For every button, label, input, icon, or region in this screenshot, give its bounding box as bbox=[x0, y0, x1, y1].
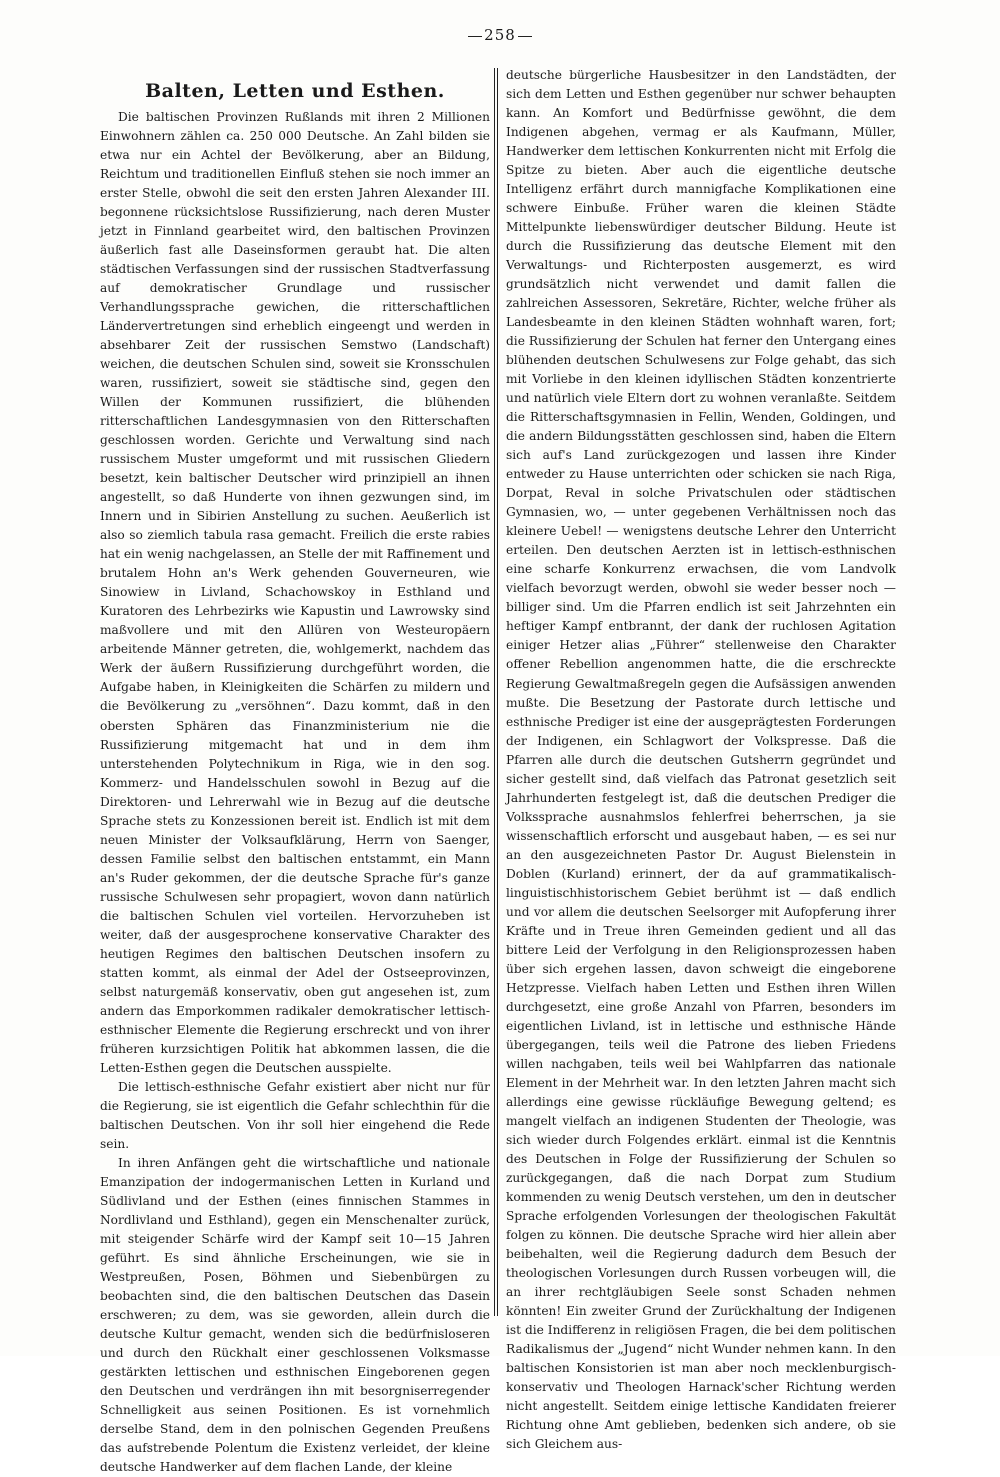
page-number-dash-right bbox=[518, 36, 532, 37]
article-title: Balten, Letten und Esthen. bbox=[145, 80, 445, 102]
column-rule bbox=[494, 68, 495, 1316]
paragraph-1: Die baltischen Provinzen Rußlands mit ihren 2 Millionen Einwohnern zählen ca. 250 000 Deutsche. An Zahl bilden sie etwa nur ein Achtel der Bevölkerung, aber an Bildung, Reichtum und traditionellen Einfluß stehen sie noch immer an erster Stelle, obwohl die seit den ersten Jahren Alexander III. begonnene rücksichtslose Russifizierung, nach deren Muster jetzt in Finnland gearbeitet wird, den baltischen Provinzen äußerlich fast alle Daseinsformen geraubt hat. Die alten städtischen Verfassungen sind der russischen Stadtverfassung auf demokratischer Grundlage und russischer Verhandlungssprache gewichen, die ritterschaftlichen Ländervertretungen sind erheblich eingeengt und werden in absehbarer Zeit der russischen Semstwo (Landschaft) weichen, die deutschen Schulen sind, soweit sie Kronsschulen waren, russifiziert, soweit sie städtische sind, gegen den Willen der Kommunen russifiziert, die blühenden ritterschaftlichen Landesgymnasien von den Ritterschaften geschlossen worden. Gerichte und Verwaltung sind nach russischem Muster umgeformt und mit russischen Gliedern besetzt, kein baltischer Deutscher wird prinzipiell an ihnen angestellt, so daß Hunderte von ihnen gezwungen sind, im Innern und in Sibirien Anstellung zu suchen. Aeußerlich ist also so ziemlich tabula rasa gemacht. Freilich die erste rabies hat ein wenig nachgelassen, an Stelle der mit Raffinement und brutalem Hohn an's Werk gehenden Gouverneuren, wie Sinowiew in Livland, Schachowskoy in Esthland und Kuratoren des Lehrbezirks wie Kapustin und Lawrowsky sind maßvollere und mit den Allüren von Westeuropäern arbeitende Männer getreten, die, wohlgemerkt, nachdem das Werk der äußern Russifizierung durchgeführt worden, die Aufgabe haben, in Kleinigkeiten die Schärfen zu mildern und die Bevölkerung zu „versöhnen“. Dazu kommt, daß in den obersten Sphären das Finanzministerium nie die Russifizierung mitgemacht hat und in dem ihm unterstehenden Polytechnikum in Riga, wie in den sog. Kommerz- und Handelsschulen sowohl in Bezug auf die Direktoren- und Lehrerwahl wie in Bezug auf die deutsche Sprache stets zu Konzessionen bereit ist. Endlich ist mit dem neuen Minister der Volksaufklärung, Herrn von Saenger, dessen Familie selbst den baltischen entstammt, ein Mann an's Ruder gekommen, der die deutsche Sprache für's ganze russische Schulwesen sehr propagiert, wovon dann natürlich die baltischen Schulen viel vorteilen. Hervorzuheben ist weiter, daß der ausgesprochene konservative Charakter des heutigen Regimes den baltischen Deutschen insofern zu statten kommt, als einmal der Adel der Ostseeprovinzen, selbst naturgemäß konservativ, oben gut angesehen ist, zum andern das Emporkommen radikaler demokratischer lettisch-esthnischer Elemente die Regierung erschreckt und von ihrer früheren kurzsichtigen Politik hat abkommen lassen, die die Letten-Esthen gegen die Deutschen ausspielte. bbox=[100, 110, 490, 1075]
page-number-text: 258 bbox=[484, 26, 516, 44]
paragraph-3-continued: deutsche bürgerliche Hausbesitzer in den Landstädten, der sich dem Letten und Esthen gegenüber nur schwer behaupten kann. An Komfort und Bedürfnisse gewöhnt, die dem Indigenen abgehen, vermag er als Kaufmann, Müller, Handwerker dem lettischen Konkurrenten nicht mit Erfolg die Spitze zu bieten. Aber auch die eigentliche deutsche Intelligenz erfährt durch mannigfache Komplikationen eine schwere Einbuße. Früher waren die kleinen Städte Mittelpunkte liebenswürdiger deutscher Bildung. Heute ist durch die Russifizierung das deutsche Element mit den Verwaltungs- und Richterposten ausgemerzt, es wird grundsätzlich nicht verwendet und damit fallen die zahlreichen Assessoren, Sekretäre, Richter, welche früher als Landesbeamte in den kleinen Städten wohnhaft waren, fort; die Russifizierung der Schulen hat ferner den Untergang eines blühenden deutschen Schulwesens zur Folge gehabt, das sich mit Vorliebe in den kleinen idyllischen Städten konzentrierte und natürlich viele Eltern dort zu wohnen veranlaßte. Seitdem die Ritterschaftsgymnasien in Fellin, Wenden, Goldingen, und die andern Bildungsstätten geschlossen sind, haben die Eltern sich auf's Land zurückgezogen und lassen ihre Kinder entweder zu Hause unterrichten oder schicken sie nach Riga, Dorpat, Reval in solche Privatschulen oder städtischen Gymnasien, wo, — unter gegebenen Verhältnissen noch das kleinere Uebel! — wenigstens deutsche Lehrer den Unterricht erteilen. Den deutschen Aerzten ist in lettisch-esthnischen eine scharfe Konkurrenz erwachsen, die vom Landvolk vielfach bevorzugt werden, obwohl sie weder besser noch — billiger sind. Um die Pfarren endlich ist seit Jahrzehnten ein heftiger Kampf entbrannt, der dank der ruchlosen Agitation einiger Hetzer alias „Führer“ stellenweise den Charakter offener Rebellion angenommen hatte, die die erschreckte Regierung Gewaltmaßregeln gegen die Aufsässigen anwenden mußte. Die Besetzung der Pastorate durch lettische und esthnische Prediger ist eine der ausgeprägtesten Forderungen der Indigenen, ein Schlagwort der Volkspresse. Daß die Pfarren alle durch die deutschen Gutsherrn gegründet und sicher gestellt sind, daß vielfach das Patronat gesetzlich seit Jahrhunderten festgelegt ist, daß die deutschen Prediger die Volkssprache ausnahmslos fehlerfrei beherrschen, ja sie wissenschaftlich erforscht und ausgebaut haben, — es sei nur an den ausgezeichneten Pastor Dr. August Bielenstein in Doblen (Kurland) erinnert, der da auf grammatikalisch-linguistischhistorischem Gebiet berühmt ist — daß endlich und vor allem die deutschen Seelsorger mit Aufopferung ihrer Kräfte und in Treue ihren Gemeinden gedient und all das bittere Leid der Verfolgung in den Religionsprozessen haben über sich ergehen lassen, davon schweigt die eingeborene Hetzpresse. Vielfach haben Letten und Esthen ihren Willen durchgesetzt, eine große Anzahl von Pfarren, besonders im eigentlichen Livland, ist in lettische und esthnische Hände übergegangen, teils weil die Patrone des lieben Friedens willen nachgaben, teils weil bei Wahlpfarren das nationale Element in der Mehrheit war. In den letzten Jahren macht sich allerdings eine gewisse rückläufige Bewegung geltend; es mangelt vielfach an indigenen Studenten der Theologie, was sich wieder durch Folgendes erklärt. einmal ist die Kenntnis des Deutschen in Folge der Russifizierung der Schulen so zurückgegangen, daß die nach Dorpat zum Studium kommenden zu wenig Deutsch verstehen, um den in deutscher Sprache erfolgenden Vorlesungen der theologischen Fakultät folgen zu können. Die deutsche Sprache wird hier allein aber beibehalten, weil die Regierung dadurch dem Besuch der theologischen Vorlesungen durch Russen vorbeugen will, die an ihrer rechtgläubigen Seele sonst Schaden nehmen könnten! Ein zweiter Grund der Zurückhaltung der Indigenen ist die Indifferenz in religiösen Fragen, die bei dem politischen Radikalismus der „Jugend“ nicht Wunder nehmen kann. In den baltischen Konsistorien ist man aber noch mecklenburgisch-konservativ und Theologen Harnack'scher Richtung werden nicht angestellt. Seitdem einige lettische Kandidaten freierer Richtung ohne Amt geblieben, bedenken sich andere, ob sie sich Gleichem aus- bbox=[506, 68, 896, 1452]
page-number bbox=[0, 26, 1000, 44]
paragraph-3: In ihren Anfängen geht die wirtschaftliche und nationale Emanzipation der indogermanischen Letten in Kurland und Südlivland und der Esthen (eines finnischen Stammes in Nordlivland und Esthland), gegen ein Menschenalter zurück, mit steigender Schärfe wird der Kampf seit 10—15 Jahren geführt. Es sind ähnliche Erscheinungen, wie sie in Westpreußen, Posen, Böhmen und Siebenbürgen zu beobachten sind, die den baltischen Deutschen das Dasein erschweren; zu dem, was sie geworden, allein durch die deutsche Kultur gemacht, wenden sich die bedürfnisloseren und durch den Rückhalt einer geschlossenen Volksmasse gestärkten lettischen und esthnischen Eingeborenen gegen den Deutschen und verdrängen ihn mit besorgniserregender Schnelligkeit aus seinen Positionen. Es ist vornehmlich derselbe Stand, dem in den polnischen Gegenden Preußens das aufstrebende Polentum die Existenz verleidet, der kleine deutsche Handwerker auf dem flachen Lande, der kleine bbox=[100, 1155, 490, 1475]
page-number-dash-left bbox=[468, 36, 482, 37]
column-rule-double bbox=[497, 68, 498, 1316]
left-column bbox=[100, 66, 490, 1477]
right-column bbox=[506, 66, 896, 1454]
paragraph-2: Die lettisch-esthnische Gefahr existiert aber nicht nur für die Regierung, sie ist eigentlich die Gefahr schlechthin für die baltischen Deutschen. Von ihr soll hier eingehend die Rede sein. bbox=[100, 1079, 490, 1151]
